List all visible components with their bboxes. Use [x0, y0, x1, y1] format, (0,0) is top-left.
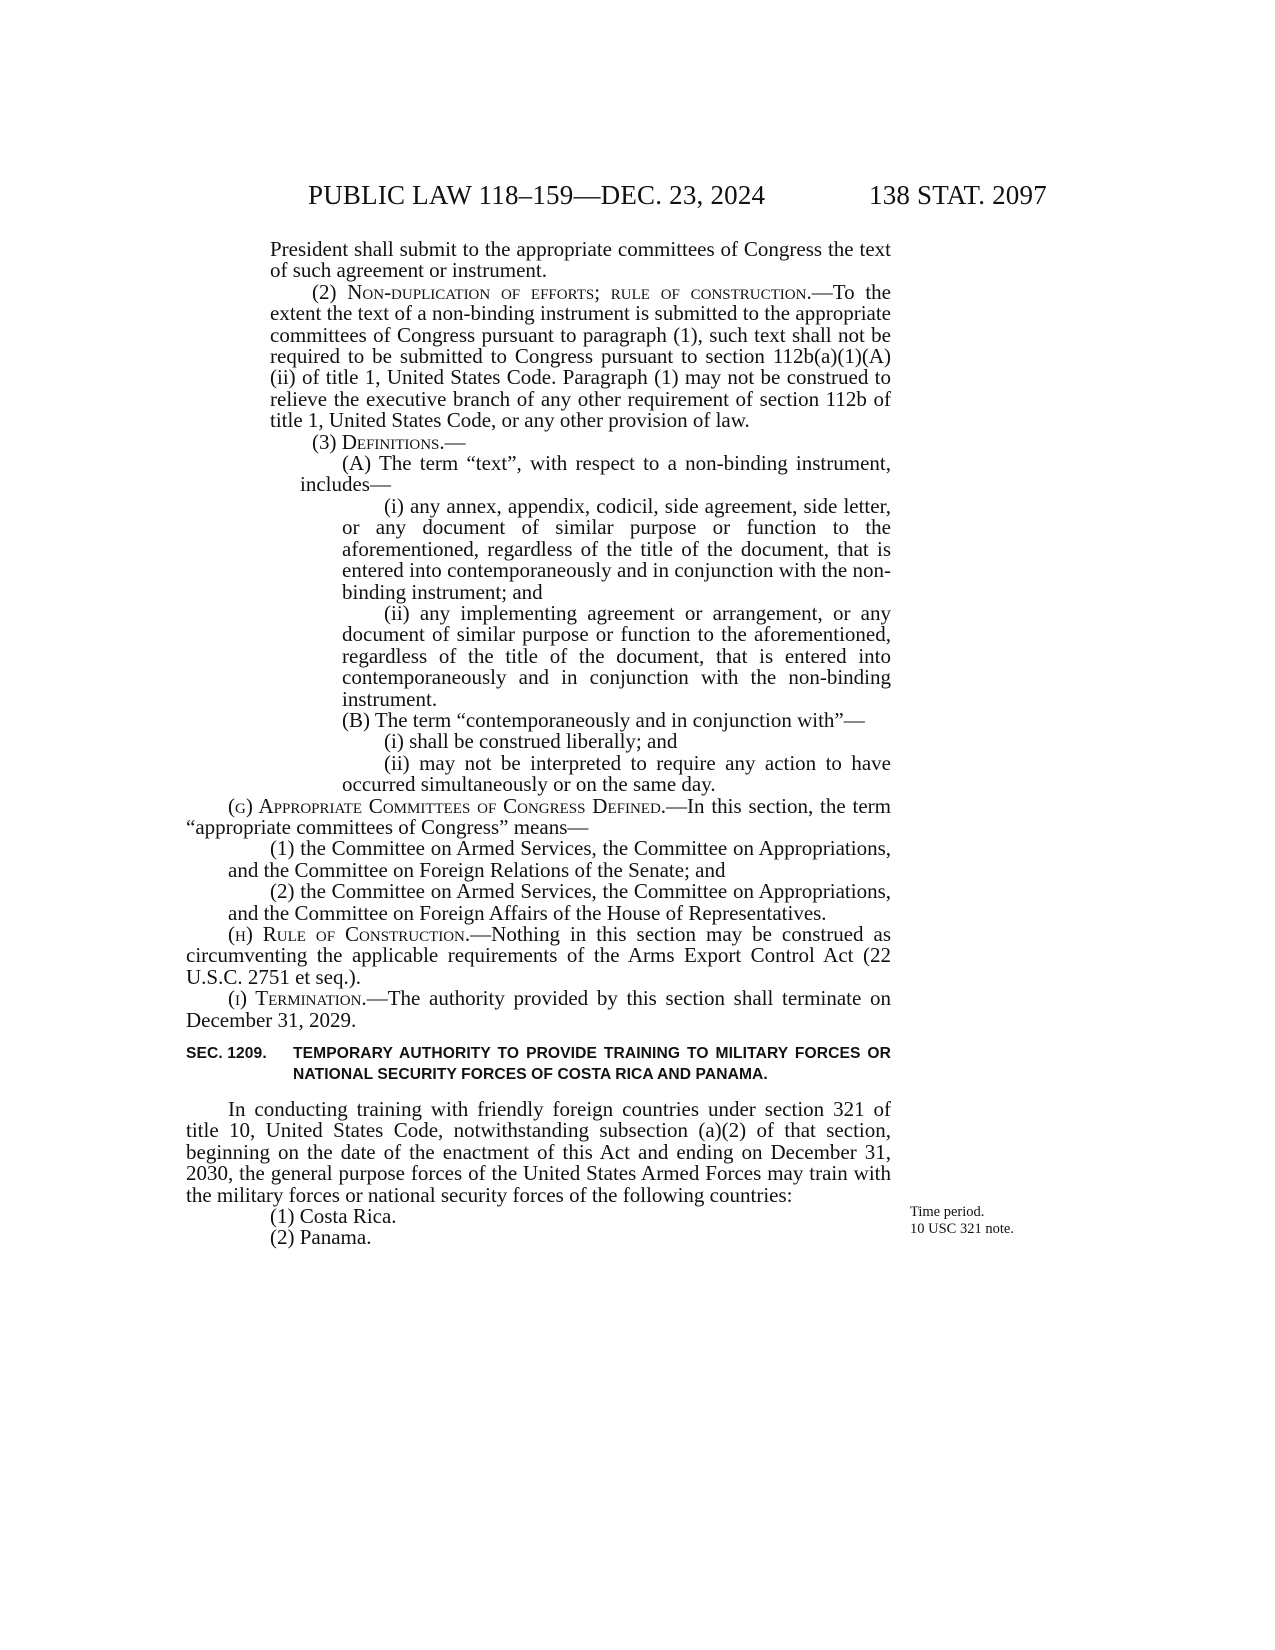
- paragraph-3-heading: (3) Definitions.: [312, 429, 445, 454]
- country-item-2: (2) Panama.: [270, 1225, 372, 1250]
- subsection-g: [186, 793, 891, 839]
- paragraph-3: [228, 429, 891, 454]
- clause-b-ii: (ii) may not be interpreted to require any action to have occurred simultaneously or on the same day.: [342, 750, 891, 797]
- subparagraph-a: (A) The term “text”, with respect to a non-binding instrument, includes—: [300, 451, 891, 497]
- subsection-g-text: —In this section, the term “appropriate committees of Congress” means—: [186, 793, 891, 839]
- page-number: 138 STAT. 2097: [869, 180, 1047, 210]
- clause-b-i: (i) shall be construed liberally; and: [384, 729, 678, 754]
- paragraph-2-text: —To the extent the text of a non-binding instrument is submitted to the appropriate committees of Congress pursuant to paragraph (1), such text shall not be required to be submitted to Congress pursuant to section 112b(a)(1)(A)(ii) of title 1, United States Code. Paragraph (1) may not be construed to relieve the executive branch of any other requirement of section 112b of title 1, United States Code, or any other provision of law.: [270, 279, 891, 433]
- subsection-g-item-1: (1) the Committee on Armed Services, the Committee on Appropriations, and the Committee on Foreign Relations of the Senate; and: [228, 836, 891, 882]
- margin-note-line-2: 10 USC 321 note.: [910, 1221, 1014, 1237]
- clause-a-ii: (ii) any implementing agreement or arrangement, or any document of similar purpose or function to the aforementioned, regardless of the title of the document, that is entered into contemporaneously and in conjunction with the non-binding instrument.: [342, 600, 891, 711]
- clause-a-i: (i) any annex, appendix, codicil, side agreement, side letter, or any document of similar purpose or function to the aforementioned, regardless of the title of the document, that is entered into contemporaneously and in conjunction with the non-binding instrument; and: [342, 493, 891, 604]
- subparagraph-b: (B) The term “contemporaneously and in conjunction with”—: [342, 707, 865, 732]
- page-body: [186, 237, 892, 1250]
- margin-note: [910, 1204, 1014, 1238]
- paragraph-2: [228, 279, 891, 433]
- margin-note-line-1: Time period.: [910, 1204, 985, 1220]
- subsection-g-heading: (g) Appropriate Committees of Congress Defined.: [228, 793, 667, 818]
- paragraph-3-dash: —: [444, 429, 466, 454]
- paragraph-2-heading: (2) Non-duplication of efforts; rule of construction.: [312, 279, 812, 304]
- paragraph-continuation: President shall submit to the appropriate committees of Congress the text of such agreement or instrument.: [270, 237, 891, 283]
- subsection-h: [186, 924, 891, 988]
- country-item-1: (1) Costa Rica.: [270, 1204, 397, 1229]
- subsection-i: [186, 988, 891, 1031]
- subsection-g-item-2: (2) the Committee on Armed Services, the Committee on Appropriations, and the Committee on Foreign Affairs of the House of Representatives.: [228, 879, 891, 925]
- subsection-i-text: —The authority provided by this section shall terminate on December 31, 2029.: [186, 986, 891, 1032]
- subsection-i-heading: (i) Termination.: [228, 986, 367, 1011]
- subsection-h-text: —Nothing in this section may be construed as circumventing the applicable requirements of the Arms Export Control Act (22 U.S.C. 2751 et seq.).: [186, 922, 892, 989]
- section-heading: [186, 1043, 891, 1085]
- running-header-title: PUBLIC LAW 118–159—DEC. 23, 2024: [308, 180, 766, 210]
- section-title: TEMPORARY AUTHORITY TO PROVIDE TRAINING TO MILITARY FORCES OR NATIONAL SECURITY FORCES OF COSTA RICA AND PANAMA.: [293, 1045, 891, 1084]
- subsection-h-heading: (h) Rule of Construction.: [228, 922, 471, 946]
- section-text: In conducting training with friendly foreign countries under section 321 of title 10, United States Code, notwithstanding subsection (a)(2) of that section, beginning on the date of the enactment of this Act and ending on December 31, 2030, the general purpose forces of the United States Armed Forces may train with the military forces or national security forces of the following countries:: [186, 1097, 891, 1207]
- section-number: SEC. 1209.: [186, 1045, 267, 1063]
